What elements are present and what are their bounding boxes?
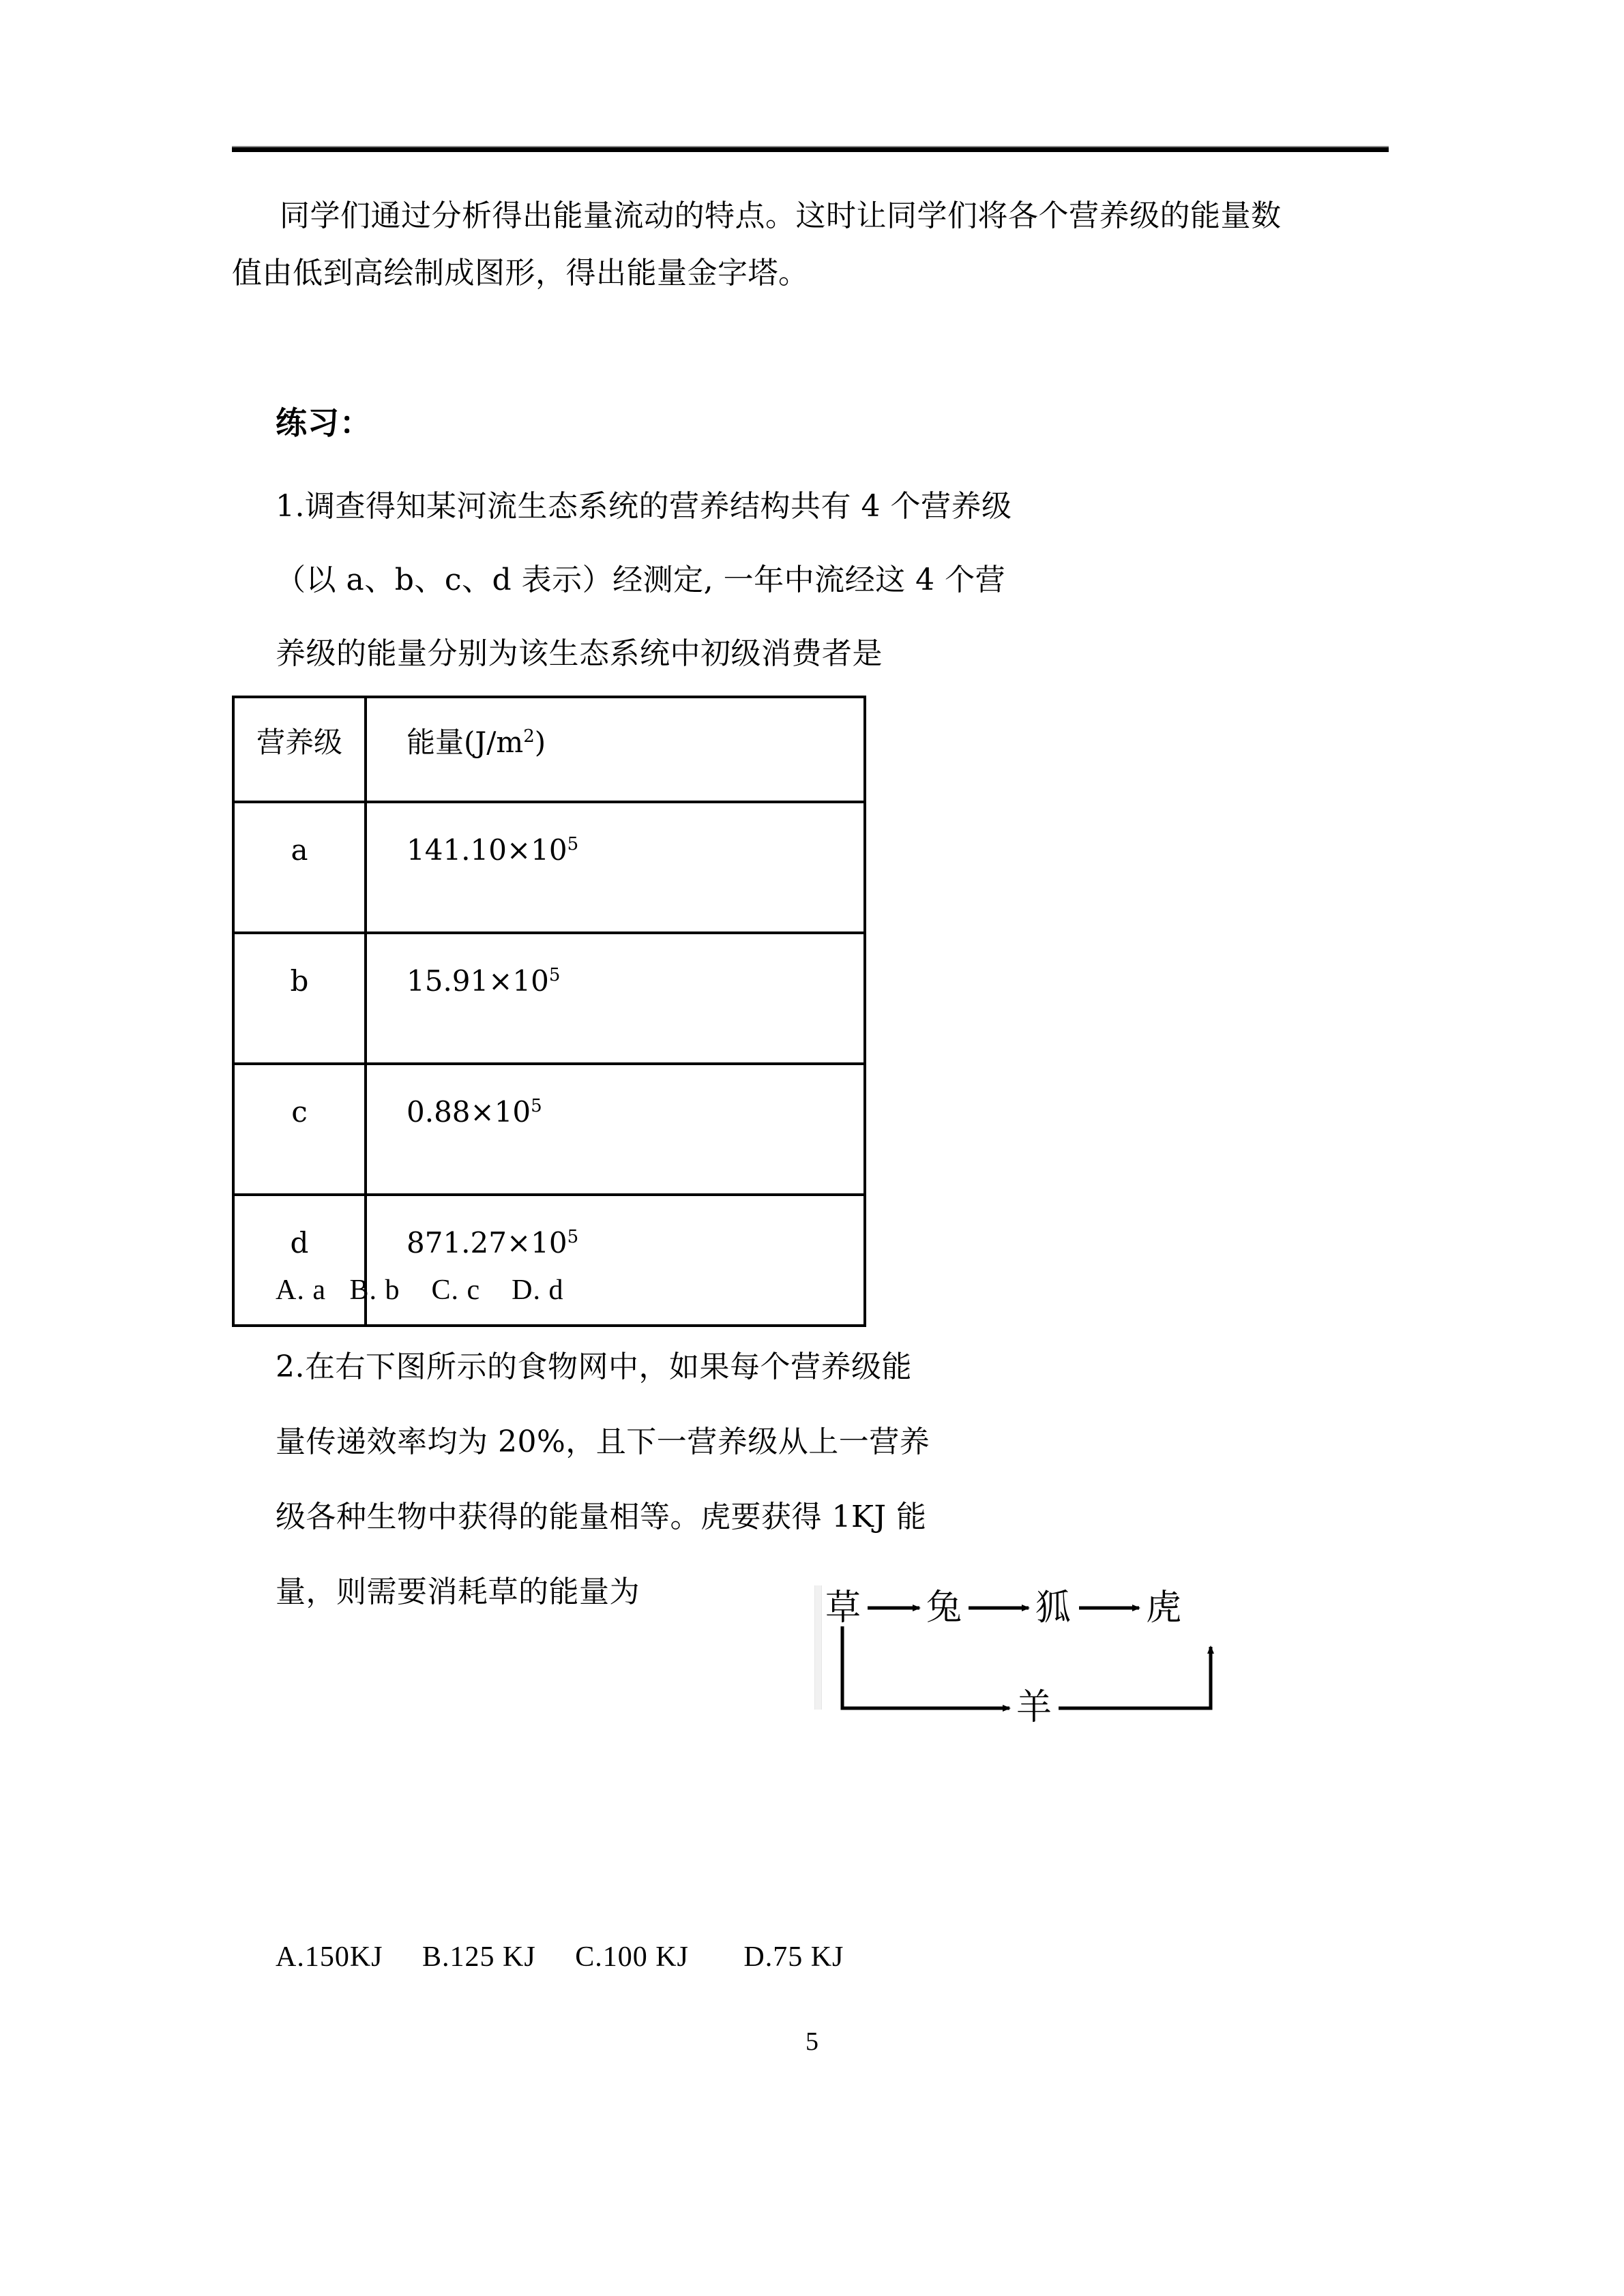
intro-paragraph-line-2: 值由低到高绘制成图形，得出能量金字塔。 <box>232 256 809 290</box>
energy-mantissa: 871.27×10 <box>407 1226 567 1259</box>
table-header-energy-suffix: ) <box>534 726 546 759</box>
food-web-node-grass: 草 <box>825 1587 861 1628</box>
food-web-node-rabbit: 兔 <box>926 1587 962 1628</box>
table-header-row <box>233 697 865 802</box>
table-row <box>233 802 865 933</box>
header-rule <box>232 146 1389 152</box>
page-number: 5 <box>806 2027 818 2056</box>
energy-mantissa: 0.88×10 <box>407 1095 531 1129</box>
arrow-sheep-to-tiger <box>1059 1647 1211 1708</box>
question-2-line-2: 量传递效率均为 20%，且下一营养级从上一营养 <box>276 1425 930 1459</box>
food-web-node-fox: 狐 <box>1035 1587 1072 1628</box>
energy-mantissa: 15.91×10 <box>407 964 549 998</box>
food-web-diagram <box>805 1558 1282 1783</box>
question-1-line-1: 1.调查得知某河流生态系统的营养结构共有 4 个营养级 <box>276 489 1012 524</box>
food-web-node-tiger: 虎 <box>1146 1587 1182 1628</box>
table-header-energy-exponent: 2 <box>523 726 535 747</box>
table-cell-level: a <box>233 802 366 933</box>
energy-exponent: 5 <box>548 965 561 985</box>
table-cell-energy <box>366 933 865 1064</box>
energy-mantissa: 141.10×10 <box>407 833 567 867</box>
energy-exponent: 5 <box>567 834 579 854</box>
exercises-heading: 练习： <box>276 404 372 441</box>
table-cell-level: b <box>233 933 366 1064</box>
table-row <box>233 933 865 1064</box>
table-cell-level: d <box>233 1195 366 1326</box>
question-1-line-3: 养级的能量分别为该生态系统中初级消费者是 <box>276 636 883 671</box>
table-row <box>233 1064 865 1195</box>
food-web-node-sheep: 羊 <box>1016 1687 1052 1728</box>
question-2-line-1: 2.在右下图所示的食物网中，如果每个营养级能 <box>276 1350 912 1384</box>
intro-paragraph-line-1: 同学们通过分析得出能量流动的特点。这时让同学们将各个营养级的能量数 <box>280 198 1282 233</box>
question-2-line-4: 量，则需要消耗草的能量为 <box>276 1575 640 1609</box>
energy-table <box>232 696 866 1327</box>
question-2-line-3: 级各种生物中获得的能量相等。虎要获得 1KJ 能 <box>276 1500 927 1534</box>
question-1-line-2: （以 a、b、c、d 表示）经测定, 一年中流经这 4 个营 <box>276 563 1006 597</box>
table-cell-energy <box>366 802 865 933</box>
energy-exponent: 5 <box>531 1096 542 1116</box>
table-cell-energy <box>366 1064 865 1195</box>
table-header-level: 营养级 <box>233 697 366 802</box>
table-cell-level: c <box>233 1064 366 1195</box>
table-header-energy-prefix: 能量(J/m <box>407 726 524 759</box>
question-2-options: A.150KJ B.125 KJ C.100 KJ D.75 KJ <box>276 1941 844 1973</box>
arrow-grass-to-sheep <box>842 1626 1009 1708</box>
table-header-energy <box>366 697 865 802</box>
energy-exponent: 5 <box>567 1227 579 1247</box>
question-1-options: A. a B. b C. c D. d <box>276 1274 564 1306</box>
